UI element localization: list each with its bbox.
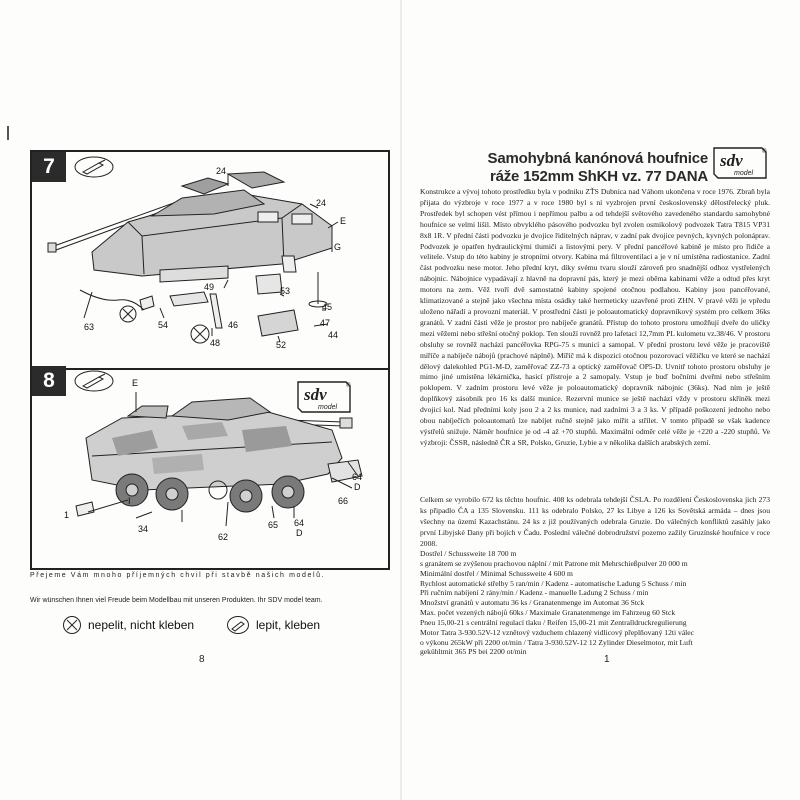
step-8-panel bbox=[30, 366, 390, 570]
part-label-d: D bbox=[354, 482, 361, 492]
part-label-65: 65 bbox=[268, 520, 279, 530]
spec-line: Minimální dostřel / Minimal Schussweite 4 600 m bbox=[420, 568, 573, 578]
part-label-52: 52 bbox=[276, 340, 287, 350]
part-label-e: E bbox=[132, 378, 139, 388]
sdv-model-logo bbox=[710, 144, 770, 184]
spec-line: Při ručním nabíjení 2 rány/min / Kadenz - manuelle Ladung 2 Schuss / min bbox=[420, 588, 649, 598]
part-label-63: 63 bbox=[84, 322, 95, 332]
part-label-47: 47 bbox=[320, 318, 331, 328]
logo-text: sdv bbox=[304, 385, 327, 404]
step-7-number: 7 bbox=[32, 152, 66, 182]
logo-text: sdv bbox=[720, 151, 743, 170]
spec-line: Rychlost automatické střelby 5 ran/min / Kadenz - automatische Ladung 5 Schuss / min bbox=[420, 578, 687, 588]
wishes-czech: Přejeme Vám mnoho příjemných chvil při stavbě našich modelů. bbox=[30, 572, 326, 579]
step-8-number: 8 bbox=[32, 366, 66, 396]
legend-glue-label: lepit, kleben bbox=[256, 618, 321, 632]
registered-mark: ® bbox=[762, 149, 767, 155]
wishes-german: Wir wünschen Ihnen viel Freude beim Modellbau mit unseren Produkten. Ihr SDV model team. bbox=[30, 597, 323, 604]
spec-line: s granátem se zvýšenou prachovou náplní / mit Patrone mit Mehrschießpulver 20 000 m bbox=[420, 558, 688, 568]
part-label-64: 64 bbox=[352, 472, 363, 482]
spec-line: Množství granátů v automatu 36 ks / Granatenmenge im Automat 36 Stck bbox=[420, 598, 645, 608]
spec-line: Motor Tatra 3-930.52V-12 vznětový vzduchem chlazený vidlicový přeplňovaný 12ti válec bbox=[420, 627, 695, 637]
specifications-list bbox=[420, 549, 770, 657]
part-label-45: 45 bbox=[322, 302, 333, 312]
spec-line: o výkonu 265kW při 2200 ot/min / Tatra 3-930.52V-12 12 Zylinder Dieselmotor, mit Luft bbox=[420, 637, 693, 647]
registered-mark: ® bbox=[346, 383, 351, 389]
part-label-46: 46 bbox=[228, 320, 239, 330]
right-page-number: 1 bbox=[604, 654, 610, 665]
part-label-64: 64 bbox=[294, 518, 305, 528]
part-label-34: 34 bbox=[138, 524, 149, 534]
part-label-62: 62 bbox=[218, 532, 229, 542]
part-label-66: 66 bbox=[338, 496, 349, 506]
left-page-number: 8 bbox=[199, 654, 205, 665]
page-fold bbox=[400, 0, 402, 800]
title-line-2: ráže 152mm ShKH vz. 77 DANA bbox=[489, 168, 708, 185]
legend-no-glue-label: nepelit, nicht kleben bbox=[88, 618, 195, 632]
legend-glue bbox=[226, 612, 320, 638]
part-label-i: I bbox=[128, 496, 131, 506]
part-label-g: G bbox=[334, 242, 342, 252]
article-title bbox=[460, 150, 708, 186]
logo-model-text: model bbox=[734, 170, 754, 177]
glue-tube-icon bbox=[226, 615, 250, 635]
no-glue-icon bbox=[62, 615, 82, 635]
part-label-49: 49 bbox=[204, 282, 215, 292]
spec-line: gekühltmit 365 PS bei 2200 ot/min bbox=[420, 647, 527, 657]
spec-line: Max. počet vezených nábojů 60ks / Maximale Granatenmenge im Fahrzeug 60 Stck bbox=[420, 608, 676, 618]
step-7-panel bbox=[30, 150, 390, 370]
step-8-drawing bbox=[32, 366, 388, 568]
part-label-24: 24 bbox=[316, 198, 327, 208]
spec-line: Dostřel / Schussweite 18 700 m bbox=[420, 549, 517, 558]
part-label-53: 53 bbox=[280, 286, 291, 296]
part-label-48: 48 bbox=[210, 338, 221, 348]
part-label-24: 24 bbox=[216, 166, 227, 176]
part-label-1: 1 bbox=[64, 510, 70, 520]
intro-paragraph: Konstrukce a vývoj tohoto prostředku byla v podniku ZŤS Dubnica nad Váhom ukončena v roce 1976. Zbraň byla přijata do výzbroje v roce 1977 a v roce 1980 byl s ní vyzbrojen první československý dělostřelecký pluk. Prostředek byl schopen vést přímou i nepřímou palbu a od tehdejší světového zavedeného standardu samohybné houfnice se velmi lišil. Místo obvyklého pásového podvozku byl zvolen osmikolový podvozek Tatra T815 VP31 8x8 1R. V přední části podvozku je dvojice řiditelných náprav, v zadní pak dvojice pevných, kyvných polonáprav. Podvozek je opatřen hydraulickými tlumiči a listovými pery. V přední pancéřové kabině je místo pro řidiče a velitele. Vstup do této kabiny je stropními otvory. Kabina má filtroventilaci a je v ní umístěna radiostanice. Zadní část podvozku nese motor. Jeho přední kryt, díky svému tvaru slouží zároveň pro snadnější odhoz vystřelených nábojnic. Nábojnice vypadávají z hlavně na dopravní pás, který je mezi oběma kabinami věže a odtud přes kryt motoru na zem. Věž tvoří dvě samostatné kabiny spojené otočnou podlahou. Kabiny jsou pancéřované, klimatizované a stejně jako všechna místa osádky také hermeticky uzavřené proti ZHN. V pravé věži je vpředu uloženo nářadí a provozní materiál. V prostřední části je poloautomatický dopravníkový systém pro celkem 36ks granátů. V zadní části věže je prostor pro nabíječe granátů. Přístup do tohoto prostoru umožňují dveře do uličky mezi věžemi nebo střešní otočný poklop. Ten slouží rovněž pro lafetaci 12,7mm PL kulometu vz.38/46. V prostoru obsluhy se rovněž nachází pancéřovka RPG-75 s municí a samopal. V přední prostoru levé věže je pracoviště míříče a nabíječe nábojů (prachové náplně). Míříč má k dispozici otočnou pozorovací věžičku ve které se nachází dělový dalekohled PG1-M-D, zaměřovač ZZ-73 a optický zaměřovač OP5-D. Uvnitř tohoto prostoru obsluhy je mimo jiné umístěna lékárnička, hasicí přístroje a 2 samopaly. Vstup je buď bočními dveřmi nebo střešním poklopem. V zadním prostoru levé věže je poloautomatický dopravník nábojnic (36ks). Nad ním je ještě doplňkový zásobník pro 16 ks další munice. Rezervní munice se ještě nachází vždy v prostoru skříněk mezi dvojicí kol. Nad předními koly jsou 2 a 2 ks munice, nad zadními 3 a 3 ks. V případě poškození jednoho nebo obou nabíječích poloautomatů lze nabíjet ručně stejně jako mířit a střílet. V tomto případě se však kadence výstřelů snižuje. Náměr houfnice je od -4 až +70 stupňů. Maximální odměr celé věže je +220 a -220 stupňů. Ve výzbroji: ČSSR, následně ČR a SR, Polsko, Gruzie, Lybie a v několika dalších arabských zemí. bbox=[420, 187, 770, 447]
part-label-44: 44 bbox=[328, 330, 339, 340]
legend-no-glue bbox=[62, 612, 194, 638]
spec-line: Pneu 15,00-21 s centrální regulací tlaku / Reifen 15,00-21 mit Zentralldruckregulierung bbox=[420, 617, 687, 627]
page-edge-mark bbox=[7, 126, 9, 140]
title-line-1: Samohybná kanónová houfnice bbox=[487, 150, 708, 167]
part-label-e: E bbox=[340, 216, 347, 226]
part-label-54: 54 bbox=[158, 320, 169, 330]
part-label-d: D bbox=[296, 528, 303, 538]
logo-model-text: model bbox=[318, 404, 338, 411]
production-paragraph: Celkem se vyrobilo 672 ks těchto houfnic. 408 ks odebrala tehdejší ČSLA. Po rozdělení Československa jich 273 ks připadlo ČA a 135 Slovensku. 111 ks odebralo Polsko, 27 ks Libye a 126 ks Sovětská armáda – dnes jsou všechny na území Kazachstánu. 24 ks z již používaných odebrala Gruzie. Do válečných konfliktů zasáhly jako první Libyjské Dany při bojích v Čadu. Poslední válečné dobrodružství pozemo zažily Gruzínské houfnice v roce 2008. bbox=[420, 495, 770, 548]
